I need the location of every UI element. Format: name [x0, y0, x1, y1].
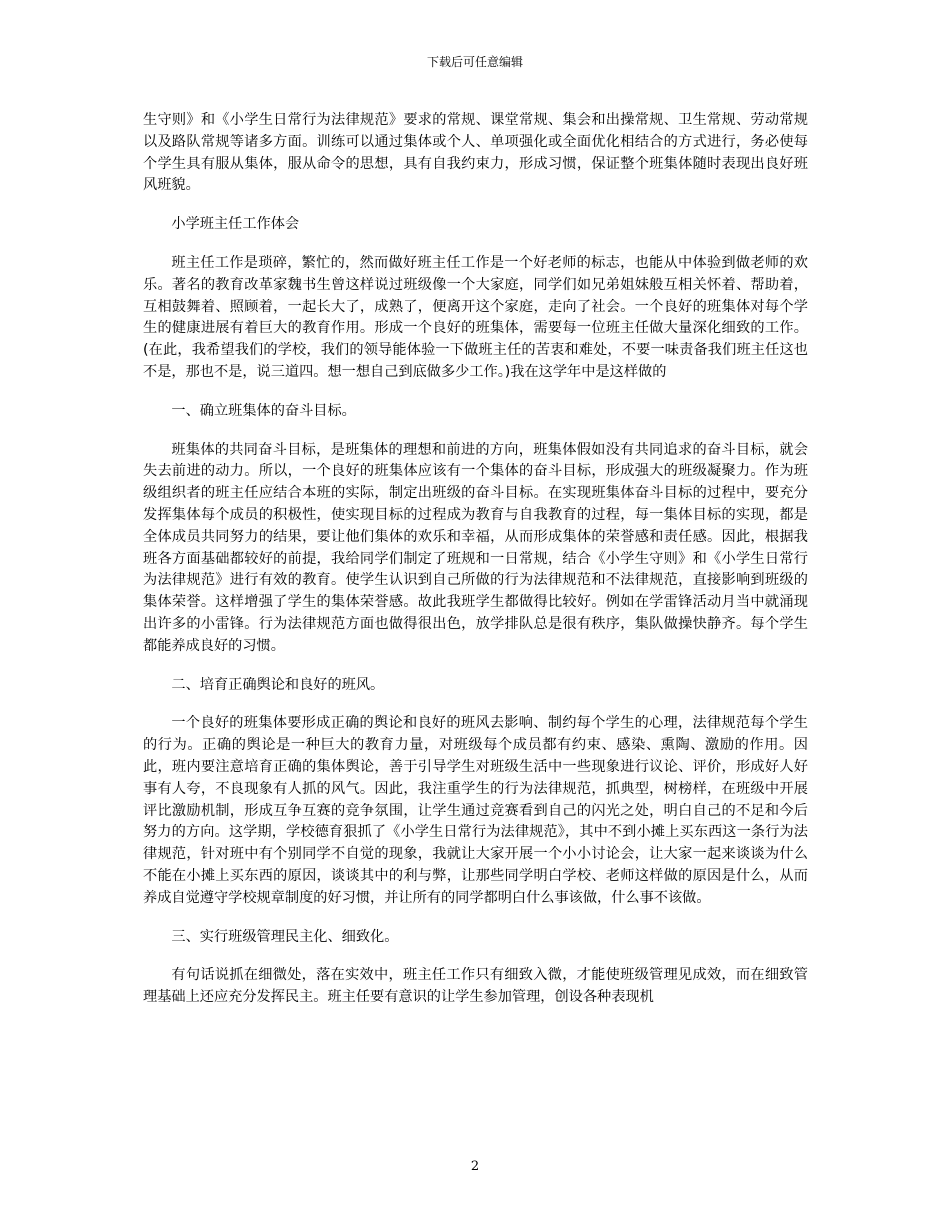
paragraph-opinion: 一个良好的班集体要形成正确的舆论和良好的班风去影响、制约每个学生的心理，法律规范每个学生的行为。正确的舆论是一种巨大的教育力量，对班级每个成员都有约束、感染、熏陶、激励的作用。因此，班内要注意培育正确的集体舆论，善于引导学生对班级生活中一些现象进行议论、评价，形成好人好事有人夸，不良现象有人抓的风气。因此，我注重学生的行为法律规范，抓典型，树榜样，在班级中开展评比激励机制，形成互争互赛的竞争氛围，让学生通过竞赛看到自己的闪光之处，明白自己的不足和今后努力的方向。这学期，学校德育狠抓了《小学生日常行为法律规范》，其中不到小摊上买东西这一条行为法律规范，针对班中有个别同学不自觉的现象，我就让大家开展一个小小讨论会，让大家一起来谈谈为什么不能在小摊上买东西的原因，谈谈其中的利与弊，让那些同学明白学校、老师这样做的原因是什么，从而养成自觉遵守学校规章制度的好习惯，并让所有的同学都明白什么事该做，什么事不该做。 — [143, 715, 808, 906]
page-number: 2 — [470, 1159, 480, 1174]
paragraph-management: 有句话说抓在细微处，落在实效中，班主任工作只有细致入微，才能使班级管理见成效，而在细致管理基础上还应充分发挥民主。班主任要有意识的让学生参加管理，创设各种表现机 — [143, 967, 808, 1006]
paragraph-intro: 班主任工作是琐碎，繁忙的，然而做好班主任工作是一个好老师的标志，也能从中体验到做老师的欢乐。著名的教育改革家魏书生曾这样说过班级像一个大家庭，同学们如兄弟姐妹般互相关怀着、帮助着，互相鼓舞着、照顾着，一起长大了，成熟了，便离开这个家庭，走向了社会。一个良好的班集体对每个学生的健康进展有着巨大的教育作用。形成一个良好的班集体，需要每一位班主任做大量深化细致的工作。(在此，我希望我们的学校，我们的领导能体验一下做班主任的苦衷和难处，不要一味责备我们班主任这也不是，那也不是，说三道四。想一想自己到底做多少工作。)我在这学年中是这样做的 — [143, 254, 808, 380]
heading-goal: 一、确立班集体的奋斗目标。 — [171, 402, 356, 419]
section-title: 小学班主任工作体会 — [171, 216, 300, 233]
heading-opinion: 二、培育正确舆论和良好的班风。 — [171, 676, 385, 693]
paragraph-continuation: 生守则》和《小学生日常行为法律规范》要求的常规、课堂常规、集会和出操常规、卫生常规、劳动常规以及路队常规等诸多方面。训练可以通过集体或个人、单项强化或全面优化相结合的方式进行，务必使每个学生具有服从集体，服从命令的思想，具有自我约束力，形成习惯，保证整个班集体随时表现出良好班风班貌。 — [143, 112, 808, 194]
document-body — [143, 110, 808, 1026]
page-header: 下载后可任意编辑 — [426, 55, 523, 69]
paragraph-goal: 班集体的共同奋斗目标，是班集体的理想和前进的方向，班集体假如没有共同追求的奋斗目标，就会失去前进的动力。所以，一个良好的班集体应该有一个集体的奋斗目标，形成强大的班级凝聚力。作为班级组织者的班主任应结合本班的实际，制定出班级的奋斗目标。在实现班集体奋斗目标的过程中，要充分发挥集体每个成员的积极性，使实现目标的过程成为教育与自我教育的过程，每一集体目标的实现，都是全体成员共同努力的结果，要让他们集体的欢乐和幸福，从而形成集体的荣誉感和责任感。因此，根据我班各方面基础都较好的前提，我给同学们制定了班规和一日常规，结合《小学生守则》和《小学生日常行为法律规范》进行有效的教育。使学生认识到自己所做的行为法律规范和不法律规范，直接影响到班级的集体荣誉。这样增强了学生的集体荣誉感。故此我班学生都做得比较好。例如在学雷锋活动月当中就涌现出许多的小雷锋。行为法律规范方面也做得很出色，放学排队总是很有秩序，集队做操快静齐。每个学生都能养成良好的习惯。 — [143, 441, 808, 654]
heading-management: 三、实行班级管理民主化、细致化。 — [171, 928, 399, 945]
